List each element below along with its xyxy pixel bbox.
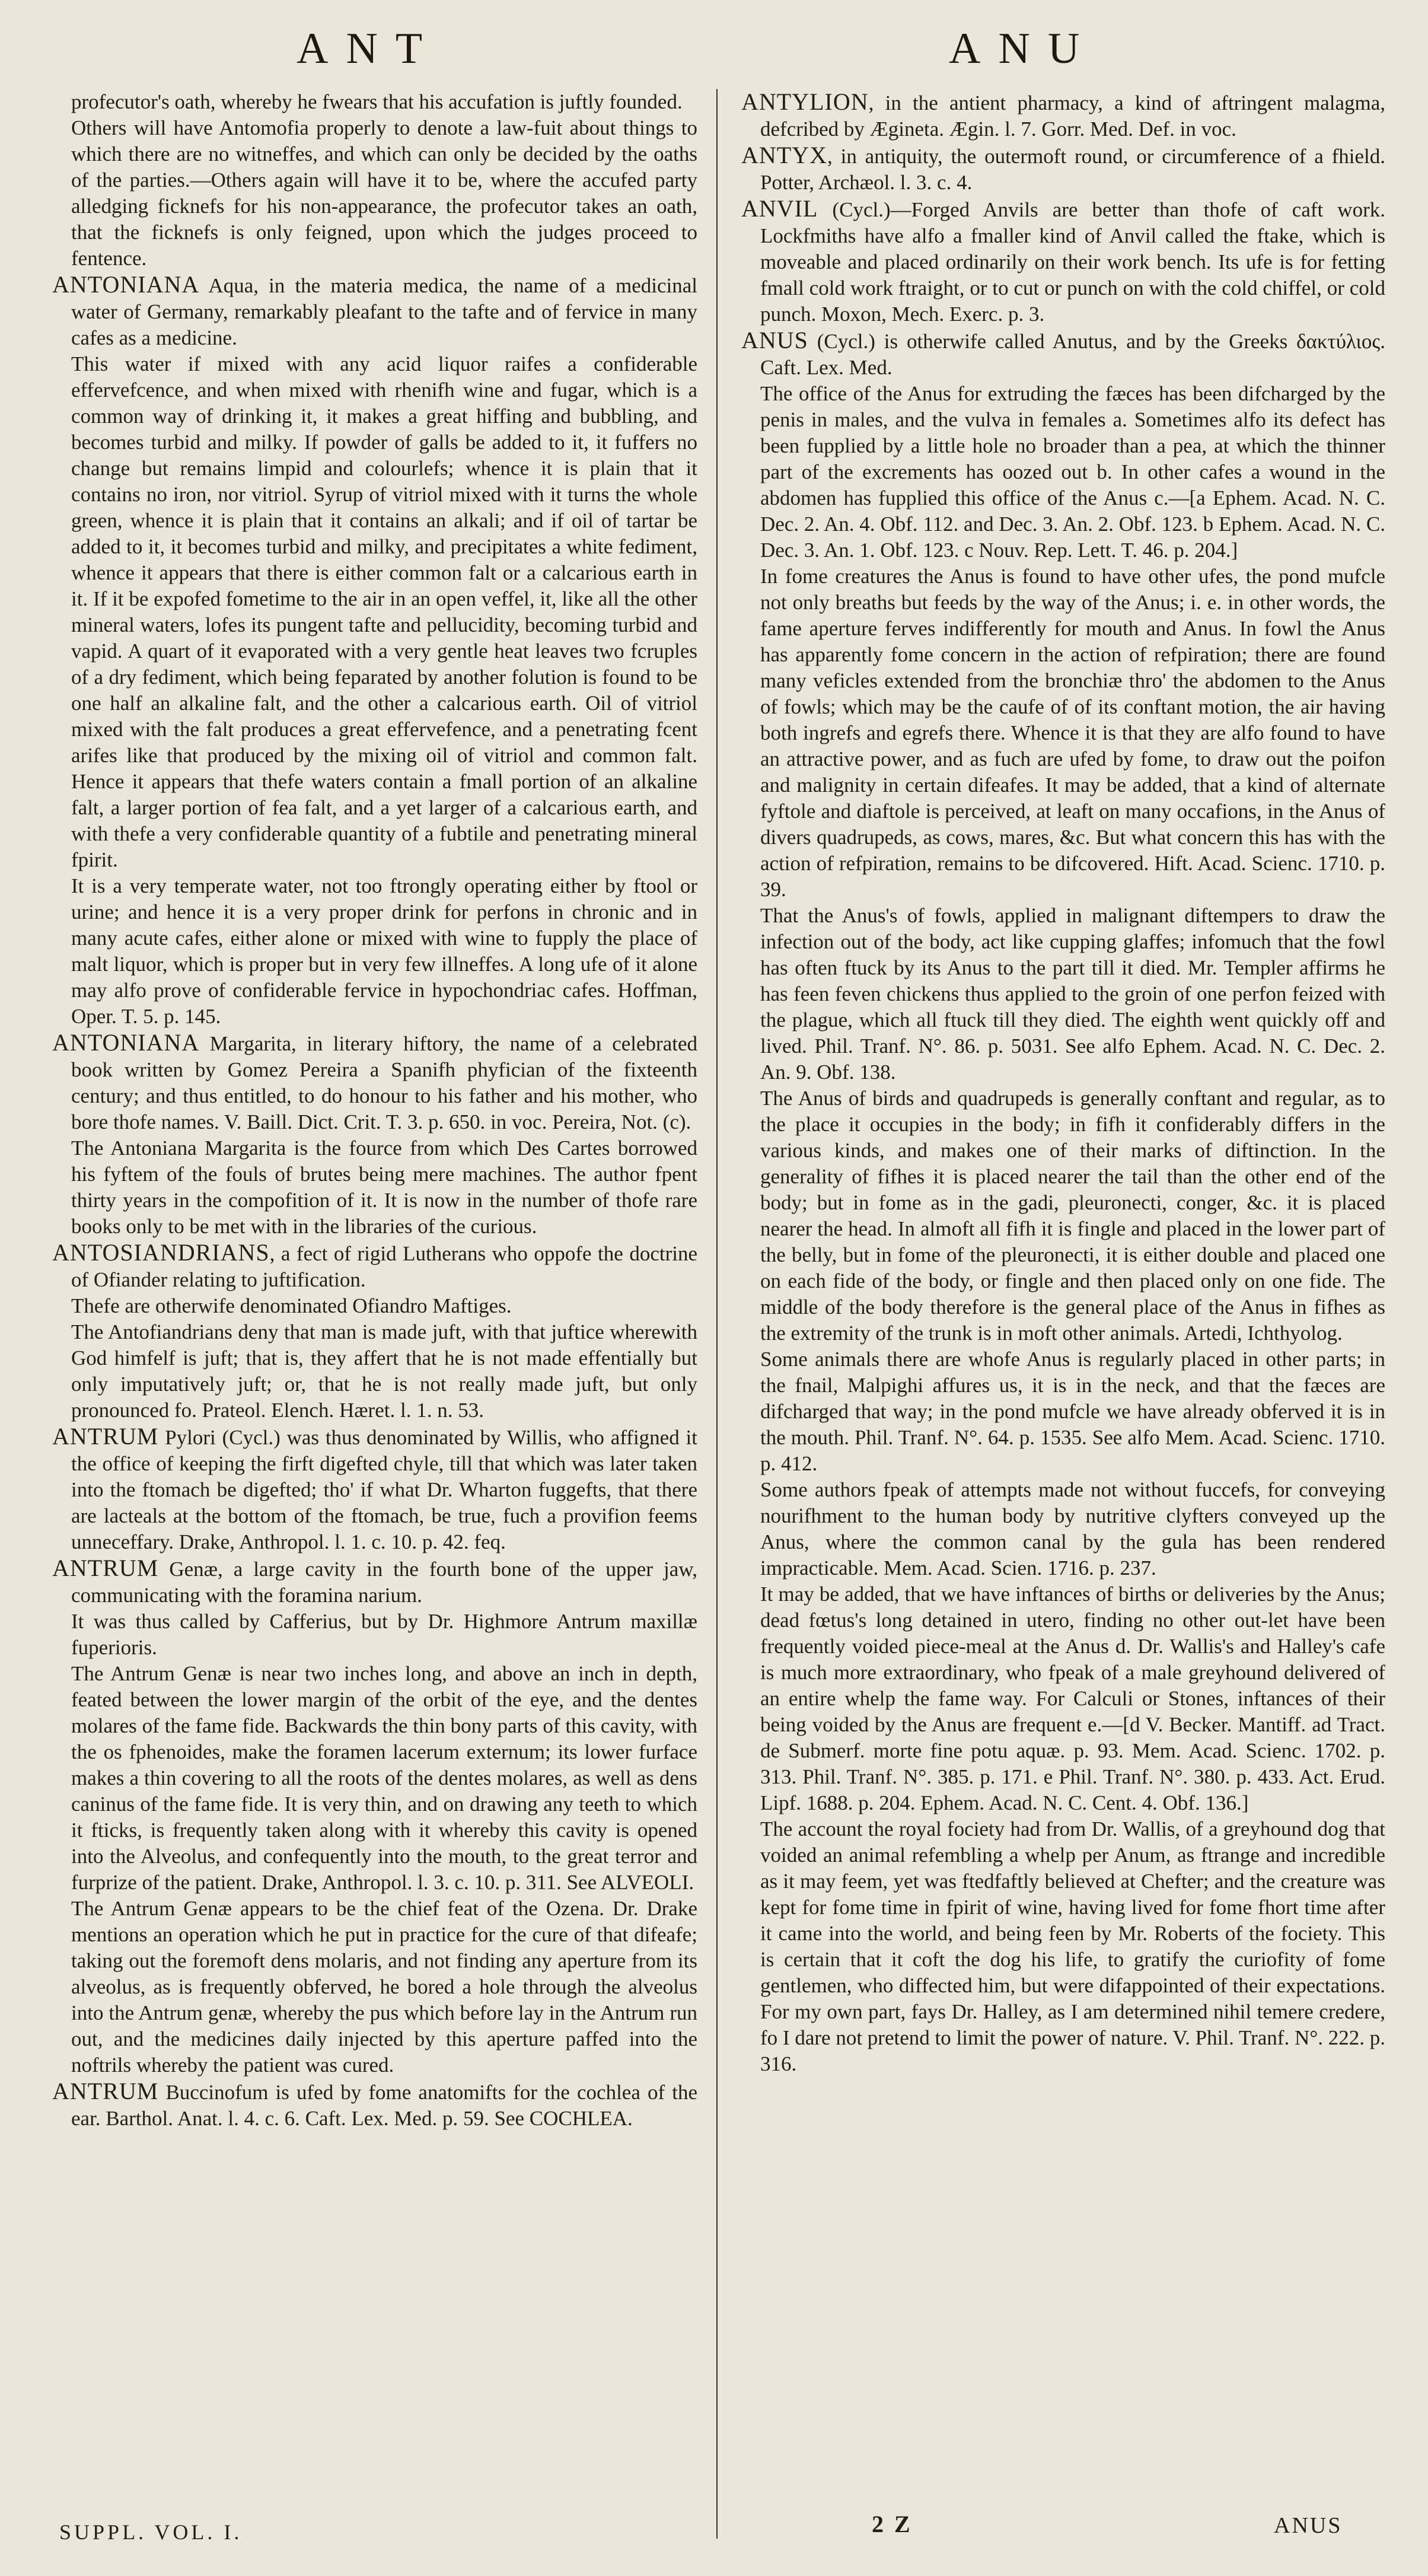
paragraph <box>741 381 1385 563</box>
entry-text: The Antrum Genæ is near two inches long, and above an inch in depth, feated between the lower margin of the orbit of the eye, and the dentes molares of the fame fide. Backwards the thin bony parts of this cavity, with the os fphenoides, make the foramen lacerum externum; its lower furface makes a thin covering to all the roots of the dentes molares, as well as dens caninus of the fame fide. It is very thin, and on drawing any teeth to which it fticks, is frequently taken along with it whereby this cavity is opened into the Alveolus, and confequently into the mouth, to the great terror and furprize of the patient. Drake, Anthropol. l. 3. c. 10. p. 311. See ALVEOLI. <box>71 1662 697 1894</box>
dictionary-entry <box>52 1555 697 1609</box>
dictionary-entry <box>52 1240 697 1293</box>
headword: ANVIL <box>741 195 818 222</box>
dictionary-entry <box>52 272 697 351</box>
entry-text: , in antiquity, the outermoft round, or circumference of a fhield. Potter, Archæol. l. 3. c. 4. <box>760 145 1385 194</box>
paragraph <box>741 1477 1385 1581</box>
paragraph <box>741 1816 1385 2077</box>
entry-text: , in the antient pharmacy, a kind of aftringent malagma, defcribed by Ægineta. Ægin. l. 7. Gorr. Med. Def. in voc. <box>760 91 1385 141</box>
entry-text: It is a very temperate water, not too ftrongly operating either by ftool or urine; and hence it is a very proper drink for perfons in chronic and in many acute cafes, either alone or mixed with wine to fupply the place of malt liquor, which is proper but in very few illneffes. A long ufe of it alone may alfo prove of confiderable fervice in hypochondriac cafes. Hoffman, Oper. T. 5. p. 145. <box>71 874 697 1028</box>
right-column <box>741 89 1385 2077</box>
headword: ANTONIANA <box>52 271 200 298</box>
paragraph <box>52 1661 697 1896</box>
dictionary-entry <box>741 327 1385 381</box>
headword: ANTRUM <box>52 2078 159 2104</box>
dictionary-entry <box>741 142 1385 196</box>
entry-text: The Antrum Genæ appears to be the chief feat of the Ozena. Dr. Drake mentions an operation which he put in practice for the cure of that difeafe; taking out the foremoft dens molaris, and not finding any aperture from its alveolus, as is frequently obferved, he bored a hole through the alveolus into the Antrum genæ, whereby the pus which before lay in the Antrum run out, and the medicines daily injected by this aperture paffed into the noftrils whereby the patient was cured. <box>71 1897 697 2077</box>
dictionary-entry <box>52 2078 697 2132</box>
entry-text: In fome creatures the Anus is found to have other ufes, the pond mufcle not only breaths but feeds by the way of the Anus; i. e. in other words, the fame aperture ferves indifferently for mouth and Anus. In fowl the Anus has apparently fome concern in the action of refpiration; there are found many veficles extended from the bronchiæ thro' the abdomen to the Anus of fowls; which may be the caufe of of its conftant motion, the air having both ingrefs and egrefs there. Whence it is that they are alfo found to have an attractive power, and as fuch are ufed by fome, to draw out the poifon and malignity in certain difeafes. It may be added, that a kind of alternate fyftole and diaftole is perceived, at leaft on many occafions, in the Anus of divers quadrupeds, as cows, mares, &c. But what concern this has with the action of refpiration, remains to be difcovered. Hift. Acad. Scienc. 1710. p. 39. <box>760 565 1385 901</box>
entry-text: Genæ, a large cavity in the fourth bone of the upper jaw, communicating with the foramina narium. <box>71 1558 697 1607</box>
paragraph <box>741 1581 1385 1816</box>
entry-text: Some animals there are whofe Anus is regularly placed in other parts; in the fnail, Malpighi affures us, it is in the neck, and that the fæces are difcharged that way; in the pond mufcle we have already obferved it is in the mouth. Phil. Tranf. N°. 64. p. 1535. See alfo Mem. Acad. Scienc. 1710. p. 412. <box>760 1348 1385 1475</box>
entry-text: The Antofiandrians deny that man is made juft, with that juftice wherewith God himfelf is juft; that is, they affert that he is not made effentially but only imputatively juft; or, that he is not really made juft, but only pronounced fo. Prateol. Elench. Hæret. l. 1. n. 53. <box>71 1320 697 1422</box>
paragraph <box>52 115 697 272</box>
entry-text: , a fect of rigid Lutherans who oppofe the doctrine of Ofiander relating to juftification. <box>71 1242 697 1291</box>
entry-text: Thefe are otherwife denominated Ofiandro Maftiges. <box>71 1294 512 1317</box>
entry-text: Buccinofum is ufed by fome anatomifts for the cochlea of the ear. Barthol. Anat. l. 4. c. 6. Caft. Lex. Med. p. 59. See COCHLEA. <box>71 2081 697 2130</box>
paragraph <box>52 351 697 873</box>
headword: ANTONIANA <box>52 1029 200 1056</box>
paragraph <box>52 1609 697 1661</box>
entry-text: Aqua, in the materia medica, the name of a medicinal water of Germany, remarkably pleafant to the tafte and of fervice in many cafes as a medicine. <box>71 274 697 349</box>
entry-text: The account the royal fociety had from Dr. Wallis, of a greyhound dog that voided an animal refembling a whelp per Anum, as ftrange and incredible as it may feem, yet was ftedfaftly believed at Chefter; and the creature was kept for fome time in fpirit of wine, having lived for fome fhort time after it came into the world, and being feen by Mr. Roberts of the fociety. This is certain that it coft the dog his life, to gratify the curiofity of fome gentlemen, who diffected him, but were difappointed of their expectations. For my own part, fays Dr. Halley, as I am determined nihil temere credere, fo I dare not pretend to limit the power of nature. V. Phil. Tranf. N°. 222. p. 316. <box>760 1817 1385 2075</box>
paragraph <box>52 1293 697 1319</box>
column-rule <box>716 89 718 2539</box>
running-head-right: ANU <box>949 24 1098 73</box>
dictionary-entry <box>52 1030 697 1135</box>
left-column <box>52 89 697 2132</box>
entry-text: It may be added, that we have inftances of births or deliveries by the Anus; dead fœtus's long detained in utero, finding no other out-let have been frequently voided piece-meal at the Anus d. Dr. Wallis's and Halley's cafe is much more extraordinary, who fpeak of a male greyhound delivered of an entire whelp the fame way. For Calculi or Stones, inftances of their being voided by the Anus are frequent e.—[d V. Becker. Mantiff. ad Tract. de Submerf. morte fine potu aquæ. p. 93. Mem. Acad. Scienc. 1702. p. 313. Phil. Tranf. N°. 385. p. 171. e Phil. Tranf. N°. 380. p. 433. Act. Erud. Lipf. 1688. p. 204. Ephem. Acad. N. C. Cent. 4. Obf. 136.] <box>760 1582 1385 1814</box>
entry-text: Pylori (Cycl.) was thus denominated by Willis, who affigned it the office of keeping the firft digefted chyle, till that which was later taken into the ftomach be digefted; tho' if what Dr. Wharton fuggefts, that there are lacteals at the bottom of the ftomach, be true, fuch a provifion feems unneceffary. Drake, Anthropol. l. 1. c. 10. p. 42. feq. <box>71 1426 697 1553</box>
entry-text: Margarita, in literary hiftory, the name of a celebrated book written by Gomez Pereira a Spanifh phyfician of the fixteenth century; and thus entitled, to do honour to his father and his mother, who bore thofe names. V. Baill. Dict. Crit. T. 3. p. 650. in voc. Pereira, Not. (c). <box>71 1032 697 1133</box>
entry-text: (Cycl.)—Forged Anvils are better than thofe of caft work. Lockfmiths have alfo a fmaller kind of Anvil called the ftake, which is moveable and placed ordinarily on their work bench. Its ufe is for fetting fmall cold work ftraight, or to cut or punch on with the cold chiffel, or cold punch. Moxon, Mech. Exerc. p. 3. <box>760 198 1385 326</box>
entry-text: The Antoniana Margarita is the fource from which Des Cartes borrowed his fyftem of the fouls of brutes being mere machines. The author fpent thirty years in the compofition of it. It is now in the number of thofe rare books only to be met with in the libraries of the curious. <box>71 1136 697 1238</box>
headword: ANTYLION <box>741 88 869 115</box>
entry-text: It was thus called by Cafferius, but by Dr. Highmore Antrum maxillæ fuperioris. <box>71 1610 697 1659</box>
headword: ANTRUM <box>52 1423 159 1450</box>
paragraph <box>52 1319 697 1424</box>
entry-text: Others will have Antomofia properly to denote a law-fuit about things to which there are no witneffes, and which can only be decided by the oaths of the parties.—Others again will have it to be, where the accufed party alledging ficknefs for his non-appearance, the profecutor takes an oath, that the ficknefs is only feigned, upon which the judges proceed to fentence. <box>71 116 697 270</box>
volume-footer: SUPPL. VOL. I. <box>59 2520 243 2544</box>
catchword: ANUS <box>1274 2513 1343 2538</box>
signature-mark: 2 Z <box>872 2511 913 2537</box>
entry-text: Some authors fpeak of attempts made not without fuccefs, for conveying nourifhment to the human body by nutritive clyfters conveyed up the Anus, where the common canal by the gula has been rendered impracticable. Mem. Acad. Scien. 1716. p. 237. <box>760 1478 1385 1580</box>
headword: ANTYX <box>741 142 827 168</box>
headword: ANUS <box>741 327 808 354</box>
paragraph <box>741 563 1385 903</box>
entry-text: That the Anus's of fowls, applied in malignant diftempers to draw the infection out of the body, act like cupping glaffes; infomuch that the fowl has often ftuck by its Anus to the part till it died. Mr. Templer affirms he has feen feven chickens thus applied to the groin of one perfon feized with the plague, which all ftuck till they died. The eighth went quickly off and lived. Phil. Tranf. N°. 86. p. 5031. See alfo Ephem. Acad. N. C. Dec. 2. An. 9. Obf. 138. <box>760 904 1385 1084</box>
entry-text: (Cycl.) is otherwife called Anutus, and by the Greeks δακτύλιος. Caft. Lex. Med. <box>760 330 1385 379</box>
dictionary-entry <box>52 1424 697 1555</box>
paragraph <box>52 1896 697 2078</box>
paragraph <box>741 903 1385 1085</box>
paragraph <box>52 1135 697 1240</box>
paragraph <box>741 1085 1385 1346</box>
running-head-left: ANT <box>297 24 441 73</box>
paragraph <box>52 873 697 1030</box>
entry-text: The office of the Anus for extruding the fæces has been difcharged by the penis in males, and the vulva in females a. Sometimes alfo its defect has been fupplied by a little hole no broader than a pea, at which the thinner part of the excrements has oozed out b. In other cafes a wound in the abdomen has fupplied this office of the Anus c.—[a Ephem. Acad. N. C. Dec. 2. An. 4. Obf. 112. and Dec. 3. An. 2. Obf. 123. b Ephem. Acad. N. C. Dec. 3. An. 1. Obf. 123. c Nouv. Rep. Lett. T. 46. p. 204.] <box>760 382 1385 562</box>
paragraph <box>52 89 697 115</box>
headword: ANTRUM <box>52 1555 159 1581</box>
entry-text: The Anus of birds and quadrupeds is generally conftant and regular, as to the place it occupies in the body; in fifh it confiderably differs in the various kinds, and makes one of their marks of diftinction. In the generality of fifhes it is placed nearer the tail than the other end of the body; but in fome as in the gadi, pleuronecti, conger, &c. it is placed nearer the head. In almoft all fifh it is fingle and placed in the lower part of the belly, but in fome of the pleuronecti, it is either double and placed one on each fide of the body, or fingle and then placed only on one fide. The middle of the body therefore is the general place of the Anus in fifhes as the extremity of the trunk is in moft other animals. Artedi, Ichthyolog. <box>760 1087 1385 1345</box>
dictionary-entry <box>741 89 1385 142</box>
entry-text: profecutor's oath, whereby he fwears that his accufation is juftly founded. <box>71 90 683 113</box>
entry-text: This water if mixed with any acid liquor raifes a confiderable effervefcence, and when mixed with rhenifh wine and fugar, which is a common way of drinking it, it makes a great hiffing and bubbling, and becomes turbid and milky. If powder of galls be added to it, it fuffers no change but remains limpid and colourlefs; whence it is plain that it contains no iron, nor vitriol. Syrup of vitriol mixed with it turns the whole green, whence it is plain that it contains an alkali; and if oil of tartar be added to it, it becomes turbid and milky, and precipitates a white fediment, whence it appears that there is either common falt or a calcarious earth in it. If it be expofed fometime to the air in an open veffel, it, like all the other mineral waters, lofes its pungent tafte and pellucidity, becoming turbid and vapid. A quart of it evaporated with a very gentle heat leaves two fcruples of a dry fediment, which being feparated by another folution is found to be one half an alkaline falt, and the other a calcarious earth. Oil of vitriol mixed with the falt produces a great effervefence, and a penetrating fcent arifes like that produced by the mixing oil of vitriol and common falt. Hence it appears that thefe waters contain a fmall portion of an alkaline falt, a larger portion of fea falt, and a yet larger of a calcarious earth, and with thefe a very confiderable quantity of a fubtile and penetrating mineral fpirit. <box>71 352 697 871</box>
headword: ANTOSIANDRIANS <box>52 1239 270 1266</box>
paragraph <box>741 1346 1385 1477</box>
dictionary-entry <box>741 196 1385 327</box>
